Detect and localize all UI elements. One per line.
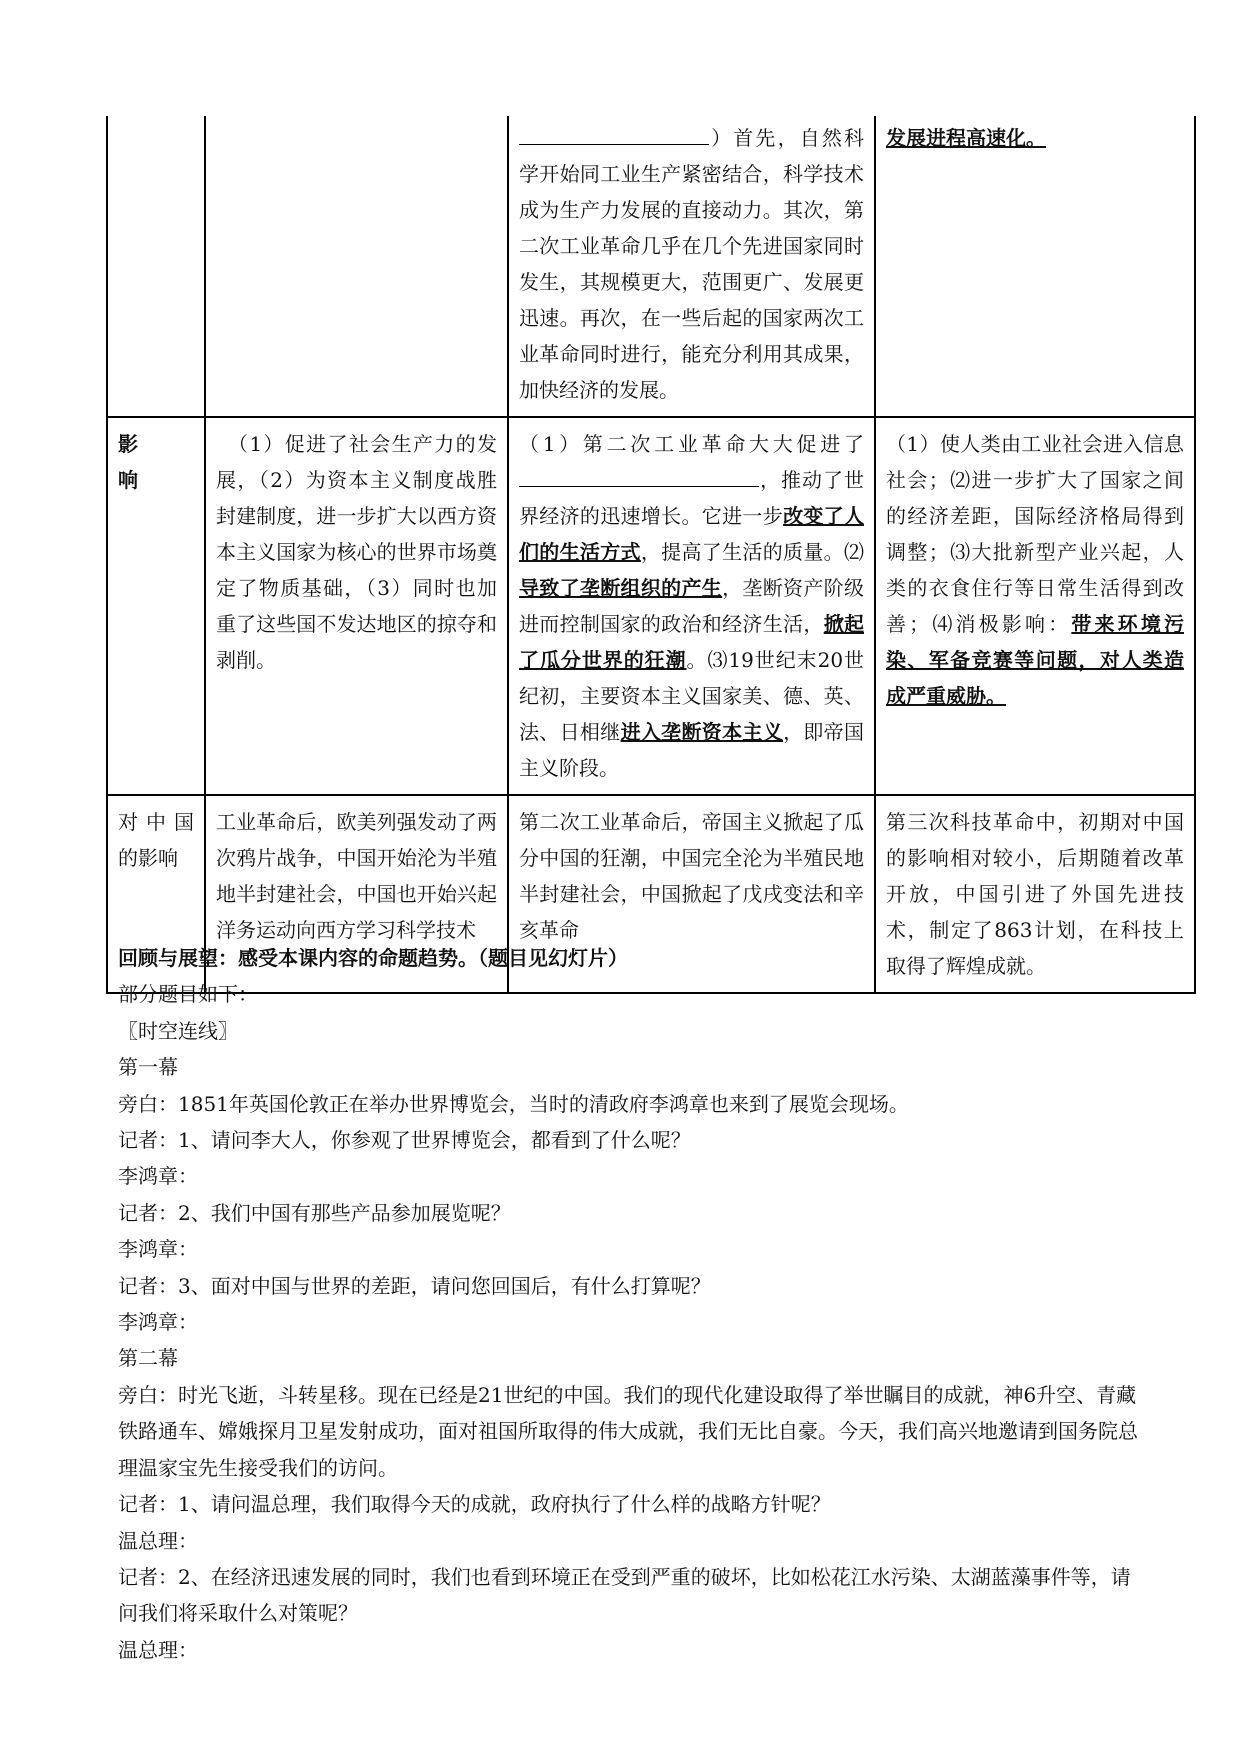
paragraph: 旁白：时光飞逝，斗转星移。现在已经是21世纪的中国。我们的现代化建设取得了举世瞩目的成就，神6升空、青藏铁路通车、嫦娥探月卫星发射成功，面对祖国所取得的伟大成就，我们无比自豪。今天，我们高兴地邀请到国务院总理温家宝先生接受我们的访问。 [118,1382,1138,1480]
first-revolution-cell [205,116,508,417]
cell-text: ⑷消极影响： [929,612,1072,636]
paragraph: 第二幕 [118,1346,178,1371]
row-label: 影响 [118,432,158,492]
third-revolution-cell [875,116,1195,417]
row-label-cell [107,116,205,417]
paragraph: 李鸿章： [118,1310,198,1335]
cell-text: （1）促进了社会生产力的发展，（2）为资本主义制度战胜封建制度，进一步扩大以西方资本主义国家为核心的世界市场奠定了物质基础，（3）同时也加重了这些国不发达地区的掠夺和剥削。 [216,432,497,672]
cell-text: ，即帝国主义阶段。 [519,720,864,780]
cell-text: ，推动了世界经济的迅速增长。它进一步 [519,468,864,528]
paragraph: 记者：1、请问李大人，你参观了世界博览会，都看到了什么呢？ [118,1128,691,1153]
answer-blank [519,464,759,487]
paragraph: 第一幕 [118,1055,178,1080]
second-revolution-cell [508,417,875,795]
first-revolution-cell [205,417,508,795]
paragraph: 温总理： [118,1637,198,1662]
paragraph: 记者：1、请问温总理，我们取得今天的成就，政府执行了什么样的战略方针呢？ [118,1492,831,1517]
key-phrase: 带来环境污染、军备竞赛等问题，对人类造成严重威胁。 [886,612,1185,708]
key-phrase: 掀起了瓜分世界的狂潮 [519,612,864,672]
paragraph: 记者：3、面对中国与世界的差距，请问您回国后，有什么打算呢？ [118,1273,711,1298]
row-label-cell [107,417,205,795]
paragraph: 记者：2、我们中国有那些产品参加展览呢？ [118,1200,511,1225]
paragraph: 旁白：1851年英国伦敦正在举办世界博览会，当时的清政府李鸿章也来到了展览会现场。 [118,1091,909,1116]
paragraph: 〖时空连线〗 [118,1018,238,1043]
key-phrase: 进入垄断资本主义 [620,720,784,744]
cell-text: 第三次科技革命中，初期对中国的影响相对较小，后期随着改革开放，中国引进了外国先进技术，制定了863计划，在科技上取得了辉煌成就。 [886,810,1184,978]
table-row [107,417,1195,795]
paragraph: 部分题目如下： [118,982,258,1007]
summary-table [106,116,1196,994]
cell-text: 发展进程高速化。 [886,126,1046,150]
row-label: 对中国的影响 [118,810,194,870]
paragraph: 李鸿章： [118,1237,198,1262]
paragraph: 记者：2、在经济迅速发展的同时，我们也看到环境正在受到严重的破坏，比如松花江水污染、太湖蓝藻事件等，请问我们将采取什么对策呢？ [118,1564,1131,1626]
answer-blank [519,122,709,145]
key-phrase: 改变了人们的生活方式 [519,504,864,564]
cell-text: 第二次工业革命后，帝国主义掀起了瓜分中国的狂潮，中国完全沦为半殖民地半封建社会，中国掀起了戊戌变法和辛亥革命 [519,810,864,942]
paragraph: 温总理： [118,1528,198,1553]
cell-text: （1）第二次工业革命大大促进了 [519,432,864,456]
paragraph: 李鸿章： [118,1164,198,1189]
second-revolution-cell [508,116,875,417]
key-phrase: 导致了垄断组织的产生 [519,576,723,600]
cell-text: 。⑶19世纪末20世纪初，主要资本主义国家美、德、英、法、日相继 [519,648,865,744]
cell-text: ，垄断资产阶级进而控制国家的政治和经济生活， [519,576,864,636]
cell-text: ，提高了生活的质量。⑵ [640,540,864,564]
table-row [107,116,1195,417]
cell-text: （1）使人类由工业社会进入信息社会；⑵进一步扩大了国家之间的经济差距，国际经济格局得到调整；⑶大批新型产业兴起，人类的衣食住行等日常生活得到改善； [886,432,1184,636]
cell-text: ）首先，自然科学开始同工业生产紧密结合，科学技术成为生产力发展的直接动力。其次，第二次工业革命几乎在几个先进国家同时发生，其规模更大，范围更广、发展更迅速。再次，在一些后起的国家两次工业革命同时进行，能充分利用其成果，加快经济的发展。 [519,126,864,402]
third-revolution-cell [875,417,1195,795]
body-text [118,940,1148,1668]
section-heading: 回顾与展望：感受本课内容的命题趋势。（题目见幻灯片） [118,946,628,970]
cell-text: 工业革命后，欧美列强发动了两次鸦片战争，中国开始沦为半殖地半封建社会，中国也开始兴起洋务运动向西方学习科学技术 [216,810,497,942]
